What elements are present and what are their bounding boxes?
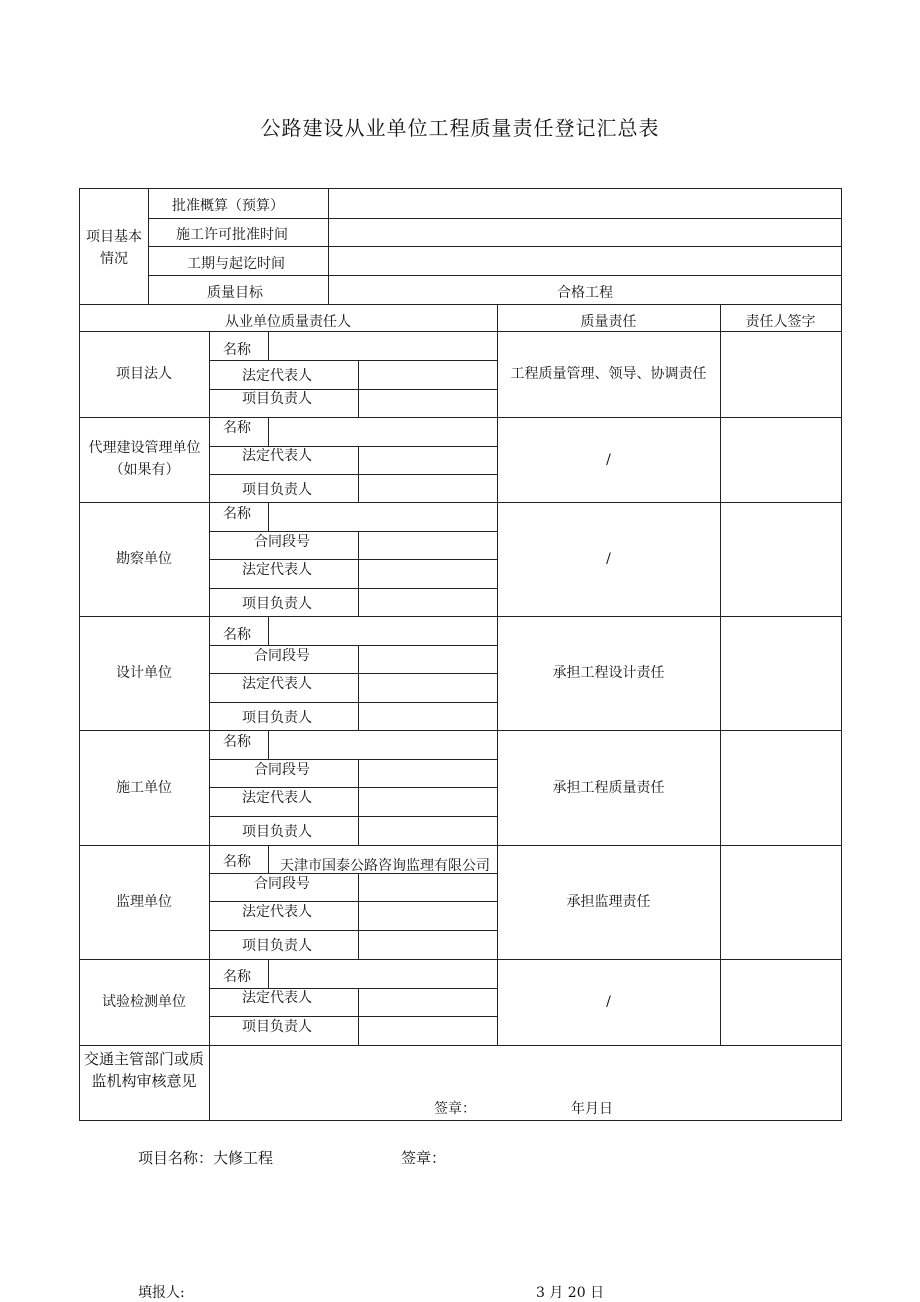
field-label-name: 名称: [223, 854, 251, 870]
basic-row-label: 施工许可批准时间: [176, 227, 288, 243]
grid-line: [209, 673, 498, 674]
report-date: 3 月 20 日: [536, 1285, 605, 1301]
grid-line: [720, 304, 721, 1046]
field-label-legal-rep: 法定代表人: [242, 448, 312, 464]
unit-block-divider: [79, 1045, 842, 1046]
unit-name: 设计单位: [116, 665, 172, 681]
field-label-name: 名称: [223, 627, 251, 643]
grid-line: [209, 360, 498, 361]
grid-line: [358, 673, 359, 703]
grid-line: [268, 331, 269, 361]
review-label: 交通主管部门或质监机构审核意见: [83, 1050, 204, 1090]
field-label-name: 名称: [223, 506, 251, 522]
field-label-project-lead: 项目负责人: [242, 938, 312, 954]
grid-line: [209, 559, 498, 560]
grid-line: [268, 845, 269, 874]
table-top-border: [79, 188, 842, 189]
field-label-legal-rep: 法定代表人: [242, 368, 312, 384]
grid-line: [209, 702, 498, 703]
duty-text: /: [606, 551, 611, 567]
basic-row-value[interactable]: 合格工程: [557, 285, 613, 301]
grid-line: [209, 417, 210, 503]
grid-line: [268, 730, 269, 760]
grid-line: [209, 787, 498, 788]
unit-header: 从业单位质量责任人: [225, 314, 351, 330]
project-name-label: 项目名称：大修工程: [138, 1149, 274, 1167]
grid-line: [209, 901, 498, 902]
field-label-project-lead: 项目负责人: [242, 824, 312, 840]
grid-line: [358, 645, 359, 674]
grid-line: [358, 360, 359, 390]
unit-block-divider: [79, 845, 842, 846]
unit-name: 监理单位: [116, 894, 172, 910]
grid-line: [358, 588, 359, 617]
duty-text: 工程质量管理、领导、协调责任: [510, 366, 707, 382]
footer-seal-label: 签章：: [401, 1149, 447, 1167]
unit-name-value[interactable]: 天津市国泰公路咨询监理有限公司: [280, 858, 490, 874]
grid-line: [358, 702, 359, 731]
grid-line: [358, 816, 359, 846]
grid-line: [358, 930, 359, 960]
filler-label: 填报人:: [138, 1285, 185, 1301]
grid-line: [209, 474, 498, 475]
grid-line: [209, 1045, 210, 1121]
field-label-legal-rep: 法定代表人: [242, 904, 312, 920]
review-opinion-area[interactable]: [212, 1050, 838, 1095]
basic-row-label: 工期与起讫时间: [187, 256, 285, 272]
basic-row-label: 质量目标: [207, 285, 263, 301]
unit-block-divider: [79, 730, 842, 731]
field-label-legal-rep: 法定代表人: [242, 790, 312, 806]
grid-line: [209, 588, 498, 589]
basic-row-label: 批准概算（预算）: [172, 198, 284, 214]
grid-line: [358, 1016, 359, 1046]
table-bottom-border: [79, 1120, 842, 1121]
unit-block-divider: [79, 616, 842, 617]
sign-header: 责任人签字: [745, 314, 816, 330]
grid-line: [79, 331, 842, 332]
table-right-border: [841, 188, 842, 1121]
grid-line: [209, 759, 498, 760]
grid-line: [148, 246, 842, 247]
grid-line: [209, 730, 210, 846]
grid-line: [209, 645, 498, 646]
unit-name: 项目法人: [116, 366, 172, 382]
basic-section-label: 项目基本情况: [86, 229, 142, 267]
grid-line: [358, 873, 359, 902]
grid-line: [358, 988, 359, 1017]
duty-text: 承担工程设计责任: [552, 665, 665, 681]
field-label-project-lead: 项目负责人: [242, 391, 312, 407]
grid-line: [358, 901, 359, 931]
field-label-name: 名称: [223, 342, 251, 358]
duty-header: 质量责任: [580, 314, 637, 330]
field-label-name: 名称: [223, 969, 251, 985]
grid-line: [209, 845, 210, 960]
duty-text: /: [606, 451, 611, 468]
field-label-legal-rep: 法定代表人: [242, 676, 312, 692]
duty-text: 承担工程质量责任: [552, 779, 665, 796]
grid-line: [358, 787, 359, 817]
unit-name: 施工单位: [116, 779, 172, 796]
duty-text: 承担监理责任: [566, 894, 651, 910]
field-label-contract: 合同段号: [254, 534, 310, 550]
field-label-project-lead: 项目负责人: [242, 596, 312, 612]
grid-line: [209, 331, 210, 418]
field-label-contract: 合同段号: [254, 648, 310, 664]
grid-line: [268, 959, 269, 989]
grid-line: [358, 389, 359, 418]
field-label-contract: 合同段号: [254, 876, 310, 892]
grid-line: [209, 959, 210, 1046]
grid-line: [268, 502, 269, 532]
field-label-contract: 合同段号: [254, 762, 310, 778]
grid-line: [79, 304, 842, 305]
grid-line: [358, 474, 359, 503]
field-label-legal-rep: 法定代表人: [242, 562, 312, 578]
unit-block-divider: [79, 959, 842, 960]
field-label-name: 名称: [223, 734, 251, 750]
field-label-project-lead: 项目负责人: [242, 482, 312, 498]
unit-name: 勘察单位: [116, 551, 172, 567]
field-label-project-lead: 项目负责人: [242, 1019, 312, 1035]
grid-line: [358, 446, 359, 475]
grid-line: [209, 531, 498, 532]
grid-line: [209, 816, 498, 817]
grid-line: [358, 531, 359, 560]
page-title: 公路建设从业单位工程质量责任登记汇总表: [260, 116, 660, 140]
unit-block-divider: [79, 502, 842, 503]
unit-name: 试验检测单位: [102, 994, 186, 1010]
grid-line: [268, 616, 269, 646]
grid-line: [148, 275, 842, 276]
grid-line: [358, 559, 359, 589]
unit-name: 代理建设管理单位（如果有）: [88, 439, 201, 478]
field-label-name: 名称: [223, 420, 251, 436]
duty-text: /: [606, 994, 611, 1010]
review-date-label: 年月日: [571, 1101, 613, 1117]
review-seal-label: 签章：: [434, 1101, 476, 1117]
grid-line: [268, 417, 269, 447]
grid-line: [209, 930, 498, 931]
grid-line: [358, 759, 359, 788]
grid-line: [209, 1016, 498, 1017]
unit-block-divider: [79, 417, 842, 418]
field-label-project-lead: 项目负责人: [242, 710, 312, 726]
grid-line: [148, 218, 842, 219]
field-label-legal-rep: 法定代表人: [242, 990, 312, 1006]
